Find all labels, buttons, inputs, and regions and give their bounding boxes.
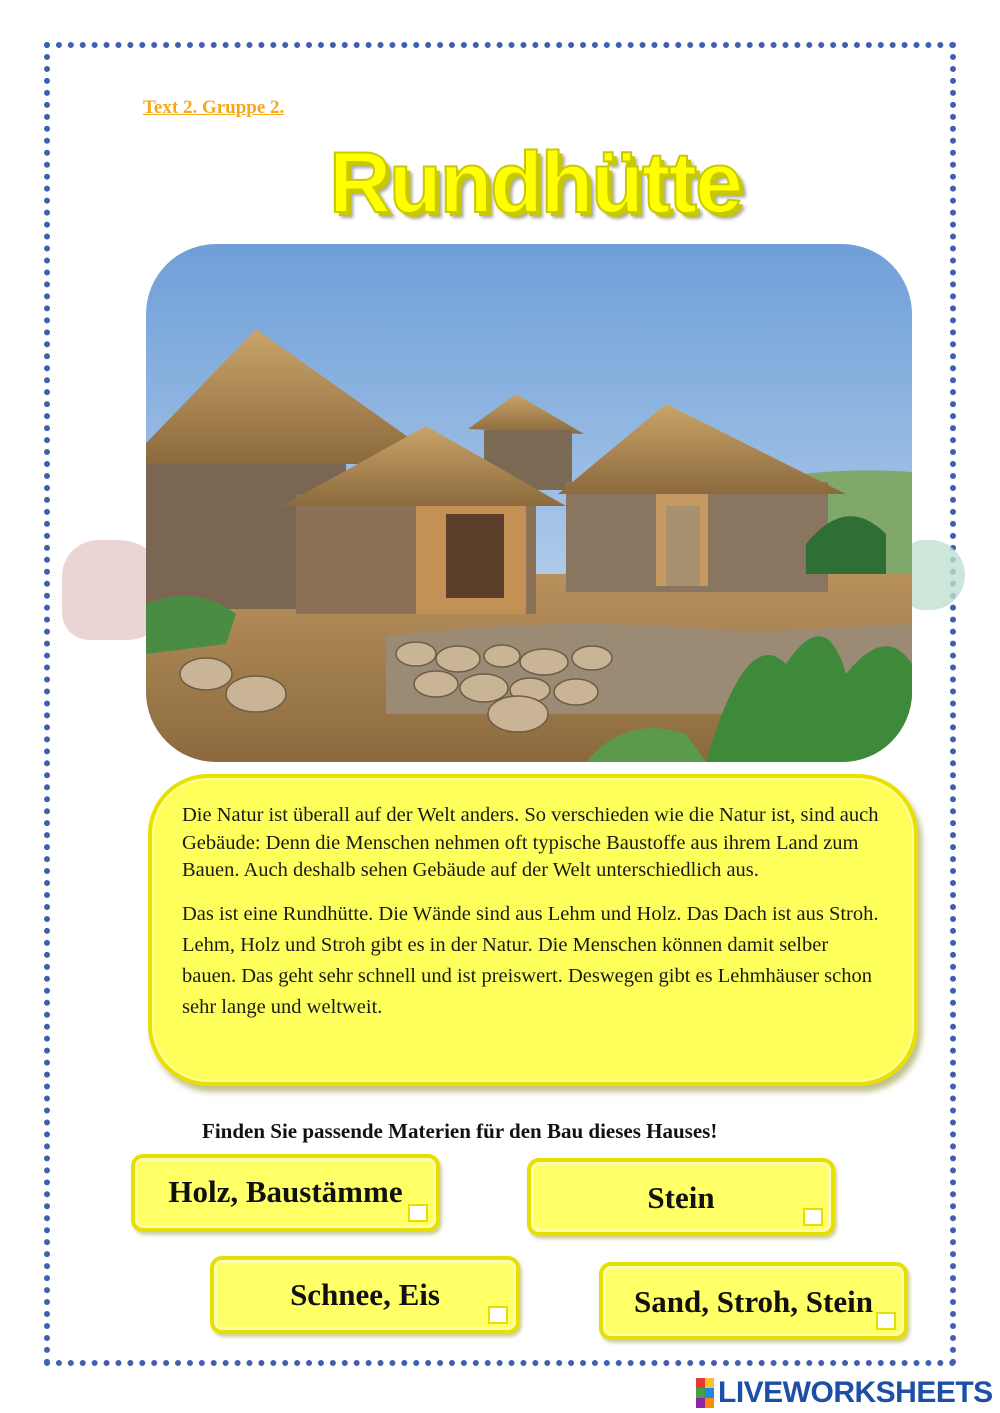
answer-label: Stein [647, 1180, 715, 1215]
checkbox[interactable] [803, 1208, 823, 1226]
answer-option-sand[interactable] [599, 1262, 908, 1340]
logo-icon [696, 1378, 714, 1408]
checkbox[interactable] [488, 1306, 508, 1324]
answer-option-stein[interactable] [527, 1158, 835, 1236]
page-title: Rundhütte [329, 135, 741, 231]
middle-hut-door [446, 514, 504, 598]
decor-blob-right [905, 540, 965, 610]
answer-option-holz[interactable] [131, 1154, 440, 1232]
answer-label: Schnee, Eis [290, 1277, 440, 1312]
checkbox[interactable] [408, 1204, 428, 1222]
text-paragraph-1: Die Natur ist überall auf der Welt anders. So verschieden wie die Natur ist, sind auch Gebäude: Denn die Menschen nehmen oft typische Baustoffe aus ihrem Land zum Bauen. Auch deshalb sehen Gebäude auf der Welt unterschiedlich aus. [182, 804, 879, 881]
answer-label: Holz, Baustämme [168, 1174, 403, 1209]
logo-text: LIVEWORKSHEETS [718, 1376, 993, 1409]
answer-label: Sand, Stroh, Stein [634, 1284, 873, 1319]
checkbox[interactable] [876, 1312, 896, 1330]
subtitle: Text 2. Gruppe 2. [143, 97, 285, 118]
text-paragraph-2: Das ist eine Rundhütte. Die Wände sind aus Lehm und Holz. Das Dach ist aus Stroh. Lehm, Holz und Stroh gibt es in der Natur. Die Menschen können damit selber bauen. Das geht sehr schnell und ist preiswert. Deswegen gibt es Lehmhäuser schon sehr lange und weltweit. [182, 902, 879, 1018]
right-hut-door [666, 506, 700, 586]
text-panel [148, 774, 918, 1086]
answer-option-schnee[interactable] [210, 1256, 520, 1334]
task-instruction: Finden Sie passende Materien für den Bau dieses Hauses! [202, 1119, 718, 1143]
hut-photo [146, 244, 912, 762]
liveworksheets-logo [696, 1376, 993, 1410]
